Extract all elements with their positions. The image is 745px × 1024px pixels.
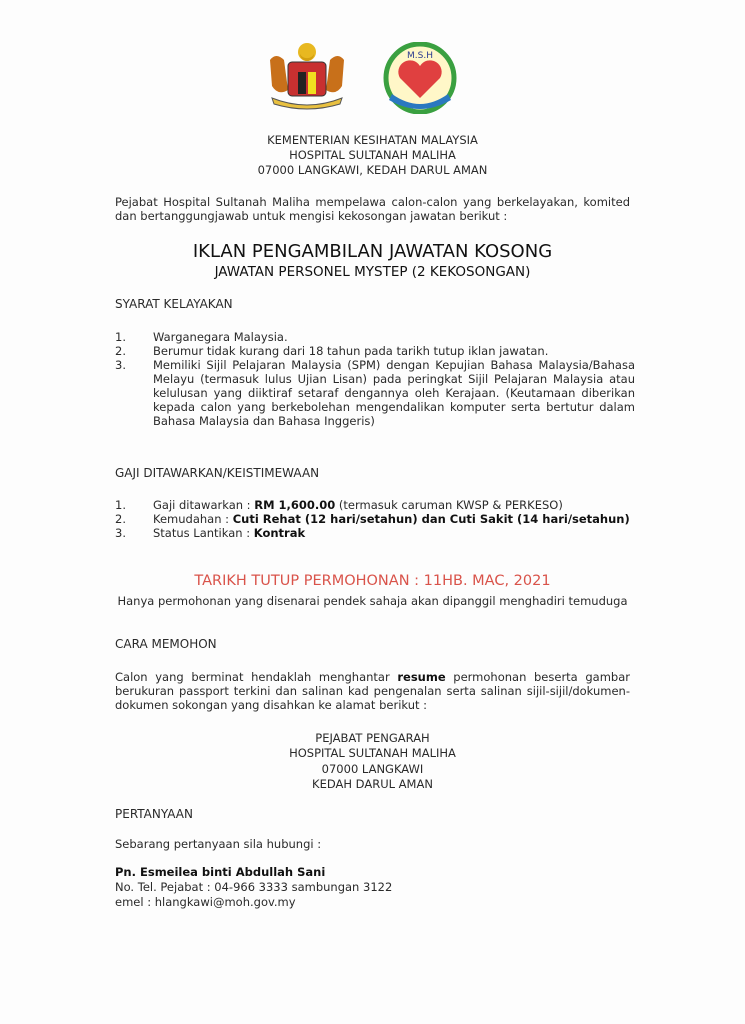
cara-text: Calon yang berminat hendaklah menghantar resume permohonan beserta gambar berukuran passport terkini dan salinan kad pengenalan serta salinan sijil-sijil/dokumen-dokumen sokongan yang disahkan ke alamat berikut : xyxy=(115,670,630,712)
syarat-heading: SYARAT KELAYAKAN xyxy=(115,297,233,311)
contact-email: emel : hlangkawi@moh.gov.my xyxy=(115,895,296,909)
pertanyaan-heading: PERTANYAAN xyxy=(115,807,193,821)
intro-text: Pejabat Hospital Sultanah Maliha mempelawa calon-calon yang berkelayakan, komited dan bertanggungjawab untuk mengisi kekosongan jawatan berikut : xyxy=(115,195,630,223)
page-title: IKLAN PENGAMBILAN JAWATAN KOSONG xyxy=(192,241,553,262)
list-item: 2. Kemudahan : Cuti Rehat (12 hari/setahun) dan Cuti Sakit (14 hari/setahun) xyxy=(115,512,630,526)
address-line: HOSPITAL SULTANAH MALIHA xyxy=(289,746,456,760)
closing-note: Hanya permohonan yang disenarai pendek sahaja akan dipanggil menghadiri temuduga xyxy=(117,594,628,608)
hospital-name: HOSPITAL SULTANAH MALIHA xyxy=(289,148,456,162)
ministry-name: KEMENTERIAN KESIHATAN MALAYSIA xyxy=(267,133,478,147)
gaji-heading: GAJI DITAWARKAN/KEISTIMEWAAN xyxy=(115,466,320,480)
address-line: PEJABAT PENGARAH xyxy=(315,731,430,745)
cara-heading: CARA MEMOHON xyxy=(115,637,217,651)
contact-name: Pn. Esmeilea binti Abdullah Sani xyxy=(115,865,326,879)
address-line: KEDAH DARUL AMAN xyxy=(312,777,433,791)
gaji-list xyxy=(115,498,635,540)
closing-date: TARIKH TUTUP PERMOHONAN : 11HB. MAC, 2021 xyxy=(194,573,551,589)
coat-of-arms-logo xyxy=(264,40,350,110)
msh-logo-text: M.S.H xyxy=(407,51,433,61)
list-item: 3. Status Lantikan : Kontrak xyxy=(115,526,306,540)
list-item: 2. Berumur tidak kurang dari 18 tahun pada tarikh tutup iklan jawatan. xyxy=(115,344,549,358)
page-subtitle: JAWATAN PERSONEL MYSTEP (2 KEKOSONGAN) xyxy=(214,264,531,280)
list-item: 1. Gaji ditawarkan : RM 1,600.00 (termasuk caruman KWSP & PERKESO) xyxy=(115,498,563,512)
list-item: 1. Warganegara Malaysia. xyxy=(115,330,288,344)
syarat-list xyxy=(115,330,635,428)
hospital-address: 07000 LANGKAWI, KEDAH DARUL AMAN xyxy=(257,163,488,177)
list-item: 3. Memiliki Sijil Pelajaran Malaysia (SPM) dengan Kepujian Bahasa Malaysia/Bahasa Melayu (termasuk lulus Ujian Lisan) pada peringkat Sijil Pelajaran Malaysia atau kelulusan yang diiktiraf setaraf dengannya oleh Kerajaan. (Keutamaan diberikan kepada calon yang berkebolehan mengendalikan komputer serta bertutur dalam Bahasa Malaysia dan Bahasa Inggeris) xyxy=(115,358,635,428)
contact-phone: No. Tel. Pejabat : 04-966 3333 sambungan 3122 xyxy=(115,880,393,894)
pertanyaan-intro: Sebarang pertanyaan sila hubungi : xyxy=(115,837,322,851)
msh-logo xyxy=(382,42,458,114)
address-line: 07000 LANGKAWI xyxy=(321,762,424,776)
